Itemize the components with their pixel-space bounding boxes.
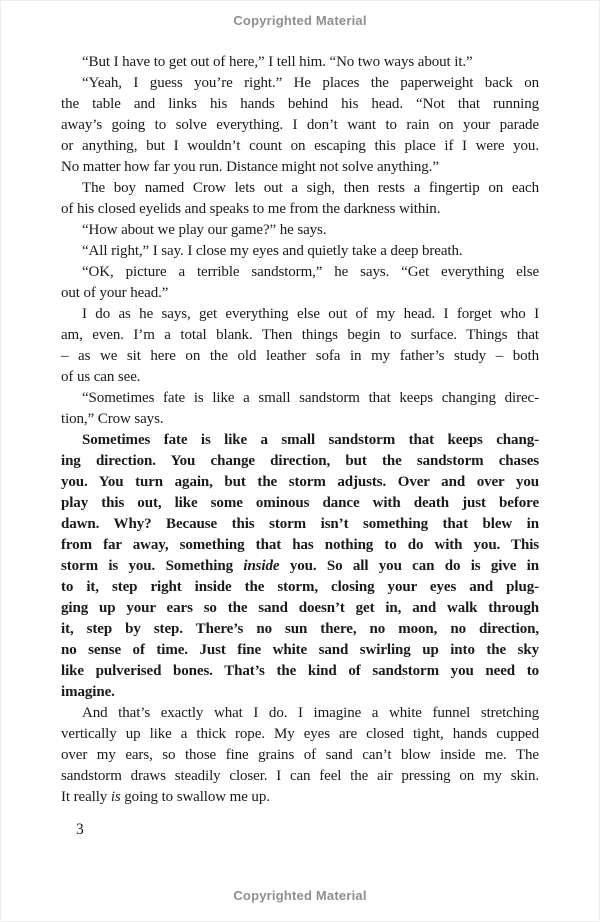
text-segment: going to swallow me up. xyxy=(120,789,270,805)
text-line: the table and links his hands behind his head. “Not that running xyxy=(61,96,539,112)
paragraph xyxy=(61,262,539,304)
book-page-text xyxy=(61,52,539,808)
emphasized-word: inside xyxy=(243,558,280,574)
text-line: to it, step right inside the storm, closing your eyes and plug- xyxy=(61,579,539,595)
text-line: of us can see. xyxy=(61,369,141,385)
text-line: And that’s exactly what I do. I imagine a white funnel stretching xyxy=(82,705,539,721)
text-line: play this out, like some ominous dance with death just before xyxy=(61,495,539,511)
text-line: from far away, something that has nothing to do with you. This xyxy=(61,537,539,553)
text-segment: storm is you. Something xyxy=(61,558,244,574)
text-line: out of your head.” xyxy=(61,285,169,301)
text-line: tion,” Crow says. xyxy=(61,411,164,427)
text-line: sandstorm draws steadily closer. I can feel the air pressing on my skin. xyxy=(61,768,539,784)
text-line: No matter how far you run. Distance might not solve anything.” xyxy=(61,159,439,175)
copyright-notice-bottom: Copyrighted Material xyxy=(233,888,367,903)
text-line: “Yeah, I guess you’re right.” He places the paperweight back on xyxy=(82,75,539,91)
text-line: The boy named Crow lets out a sigh, then rests a fingertip on each xyxy=(82,180,539,196)
paragraph-bold-passage xyxy=(61,430,539,703)
text-line: am, even. I’m a total blank. Then things begin to surface. Things that xyxy=(61,327,539,343)
paragraph xyxy=(61,52,539,73)
text-line: “All right,” I say. I close my eyes and quietly take a deep breath. xyxy=(82,243,463,259)
text-line: away’s going to solve everything. I don’t want to rain on your parade xyxy=(61,117,539,133)
text-line: “Sometimes fate is like a small sandstorm that keeps changing direc- xyxy=(82,390,539,406)
text-line: of his closed eyelids and speaks to me from the darkness within. xyxy=(61,201,441,217)
text-line: you. You turn again, but the storm adjusts. Over and over you xyxy=(61,474,539,490)
paragraph xyxy=(61,388,539,430)
emphasized-word: is xyxy=(110,789,121,805)
text-line: Sometimes fate is like a small sandstorm that keeps chang- xyxy=(82,432,539,448)
page-number: 3 xyxy=(76,821,84,838)
paragraph xyxy=(61,220,539,241)
text-segment: you. So all you can do is give in xyxy=(279,558,539,574)
text-line: imagine. xyxy=(61,684,115,700)
text-line: like pulverised bones. That’s the kind of sandstorm you need to xyxy=(61,663,539,679)
text-line: “How about we play our game?” he says. xyxy=(82,222,327,238)
text-line: ing direction. You change direction, but the sandstorm chases xyxy=(61,453,539,469)
text-line xyxy=(61,556,539,577)
text-line: – as we sit here on the old leather sofa in my father’s study – both xyxy=(61,348,539,364)
copyright-notice-top: Copyrighted Material xyxy=(233,13,367,28)
text-line: it, step by step. There’s no sun there, no moon, no direction, xyxy=(61,621,539,637)
text-line: ging up your ears so the sand doesn’t get in, and walk through xyxy=(61,600,539,616)
paragraph xyxy=(61,73,539,178)
text-line: or anything, but I wouldn’t count on escaping this place if I were you. xyxy=(61,138,539,154)
text-line: vertically up like a thick rope. My eyes are closed tight, hands cupped xyxy=(61,726,539,742)
text-segment: It really xyxy=(61,789,111,805)
paragraph xyxy=(61,703,539,808)
text-line: “But I have to get out of here,” I tell him. “No two ways about it.” xyxy=(82,54,473,70)
paragraph xyxy=(61,304,539,388)
paragraph xyxy=(61,178,539,220)
text-line xyxy=(61,787,539,808)
text-line: over my ears, so those fine grains of sand can’t blow inside me. The xyxy=(61,747,539,763)
paragraph xyxy=(61,241,539,262)
text-line: I do as he says, get everything else out of my head. I forget who I xyxy=(82,306,539,322)
text-line: no sense of time. Just fine white sand swirling up into the sky xyxy=(61,642,539,658)
text-line: dawn. Why? Because this storm isn’t something that blew in xyxy=(61,516,539,532)
text-line: “OK, picture a terrible sandstorm,” he says. “Get everything else xyxy=(82,264,539,280)
